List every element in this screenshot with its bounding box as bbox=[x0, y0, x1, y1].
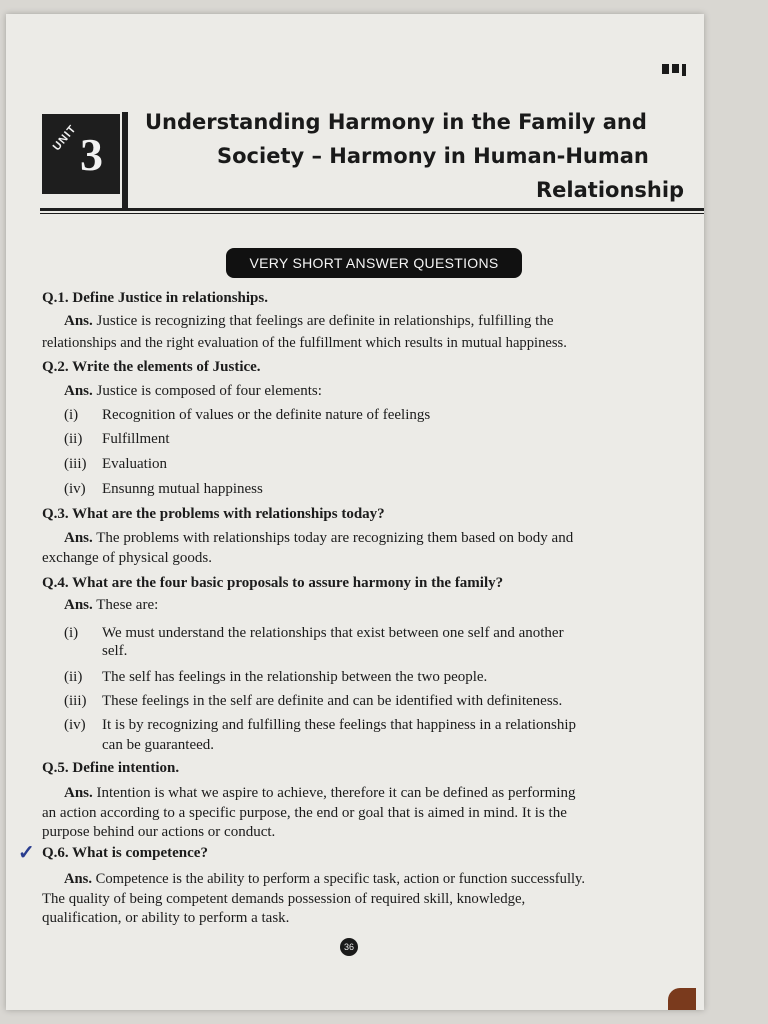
answer-2-intro bbox=[64, 382, 322, 400]
answer-label: Ans. bbox=[64, 871, 92, 887]
item-number: (iv) bbox=[64, 481, 86, 497]
answer-3-line-1 bbox=[64, 529, 573, 547]
answer-2-item-3 bbox=[64, 455, 167, 473]
answer-4-intro bbox=[64, 596, 158, 614]
answer-text: Justice is composed of four elements: bbox=[92, 383, 322, 399]
chapter-title-line-3: Relationship bbox=[536, 178, 685, 202]
question-1: Q.1. Define Justice in relationships. bbox=[42, 290, 268, 306]
answer-4-item-1-cont: self. bbox=[102, 643, 128, 659]
question-5: Q.5. Define intention. bbox=[42, 760, 180, 776]
item-text: Ensunng mutual happiness bbox=[102, 481, 263, 497]
item-number: (ii) bbox=[64, 669, 83, 685]
answer-5-line-3: purpose behind our actions or conduct. bbox=[42, 824, 276, 840]
item-text: Evaluation bbox=[102, 456, 167, 472]
item-text: The self has feelings in the relationship between the two people. bbox=[102, 669, 488, 685]
answer-text: The problems with relationships today are recognizing them based on body and bbox=[92, 530, 574, 546]
answer-6-line-3: qualification, or ability to perform a task. bbox=[42, 910, 290, 926]
answer-4-item-4-cont: can be guaranteed. bbox=[102, 737, 215, 753]
chapter-title-line-1: Understanding Harmony in the Family and bbox=[145, 110, 647, 134]
answer-label: Ans. bbox=[64, 597, 93, 613]
answer-4-item-1 bbox=[64, 624, 564, 642]
question-2: Q.2. Write the elements of Justice. bbox=[42, 359, 261, 375]
answer-text: Justice is recognizing that feelings are definite in relationships, fulfilling the bbox=[92, 313, 554, 329]
textbook-page bbox=[6, 14, 704, 1010]
answer-1-line-1 bbox=[64, 312, 553, 330]
item-number: (i) bbox=[64, 407, 79, 423]
answer-label: Ans. bbox=[64, 785, 93, 801]
answer-label: Ans. bbox=[64, 313, 93, 329]
corner-stain bbox=[668, 988, 696, 1010]
item-text: Fulfillment bbox=[102, 431, 170, 447]
answer-6-line-1 bbox=[64, 870, 585, 888]
answer-3-line-2: exchange of physical goods. bbox=[42, 550, 212, 566]
check-mark-icon: ✓ bbox=[18, 842, 35, 864]
answer-text: Competence is the ability to perform a specific task, action or function successfully. bbox=[91, 871, 586, 887]
answer-text: Intention is what we aspire to achieve, therefore it can be defined as performing bbox=[92, 785, 576, 801]
answer-2-item-1 bbox=[64, 406, 430, 424]
answer-5-line-2: an action according to a specific purpose, the end or goal that is aimed in mind. It is the bbox=[42, 805, 567, 821]
unit-number: 3 bbox=[80, 129, 103, 180]
answer-label: Ans. bbox=[64, 530, 93, 546]
answer-1-line-2: relationships and the right evaluation of the fulfillment which results in mutual happiness. bbox=[42, 335, 567, 351]
answer-5-line-1 bbox=[64, 784, 576, 802]
answer-4-item-4 bbox=[64, 716, 576, 734]
item-text: It is by recognizing and fulfilling these feelings that happiness in a relationship bbox=[102, 717, 577, 733]
answer-6-line-2: The quality of being competent demands possession of required skill, knowledge, bbox=[42, 891, 526, 907]
item-text: We must understand the relationships that exist between one self and another bbox=[102, 625, 564, 641]
answer-4-item-2 bbox=[64, 668, 487, 686]
item-number: (iii) bbox=[64, 693, 87, 709]
item-number: (ii) bbox=[64, 431, 83, 447]
section-heading: VERY SHORT ANSWER QUESTIONS bbox=[226, 248, 522, 278]
item-number: (iii) bbox=[64, 456, 87, 472]
answer-2-item-4 bbox=[64, 480, 263, 498]
chapter-title-line-2: Society – Harmony in Human-Human bbox=[217, 144, 649, 168]
item-text: Recognition of values or the definite nature of feelings bbox=[102, 407, 431, 423]
answer-text: These are: bbox=[92, 597, 159, 613]
answer-4-item-3 bbox=[64, 692, 562, 710]
answer-2-item-2 bbox=[64, 430, 170, 448]
question-6: Q.6. What is competence? bbox=[42, 845, 208, 861]
item-number: (iv) bbox=[64, 717, 86, 733]
answer-label: Ans. bbox=[64, 383, 93, 399]
page-number: 36 bbox=[340, 938, 358, 956]
question-list bbox=[6, 14, 704, 1010]
item-text: These feelings in the self are definite and can be identified with definiteness. bbox=[102, 693, 563, 709]
item-number: (i) bbox=[64, 625, 79, 641]
question-4: Q.4. What are the four basic proposals to assure harmony in the family? bbox=[42, 575, 504, 591]
question-3: Q.3. What are the problems with relationships today? bbox=[42, 506, 385, 522]
unit-label: UNIT bbox=[50, 122, 79, 154]
